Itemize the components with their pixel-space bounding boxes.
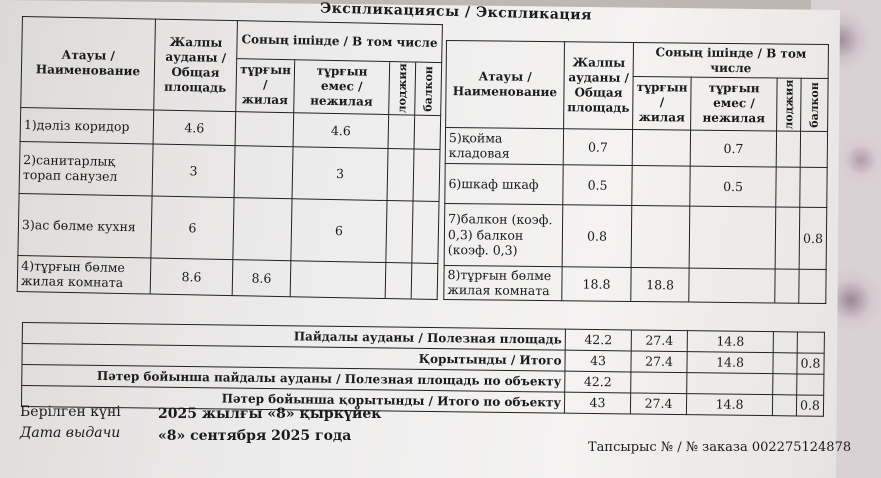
room-balcony xyxy=(800,167,827,207)
totals-nonliving: 14.8 xyxy=(687,331,773,353)
room-balcony xyxy=(413,149,440,201)
totals-table xyxy=(21,322,825,417)
header-living: тұрғын / жилая xyxy=(633,76,692,129)
explication-table-right xyxy=(443,40,829,304)
room-total: 0.5 xyxy=(563,165,633,206)
room-nonliving: 4.6 xyxy=(293,113,389,149)
room-loggia xyxy=(387,148,414,200)
totals-loggia xyxy=(773,332,797,353)
room-nonliving xyxy=(689,206,776,269)
header-nonliving: тұрғын емес / нежилая xyxy=(294,60,390,115)
totals-nonliving: 14.8 xyxy=(686,394,772,416)
table-row xyxy=(17,255,438,299)
room-nonliving: 6 xyxy=(291,199,387,263)
header-name: Атауы / Наименование xyxy=(21,17,156,110)
header-total-area: Жалпы ауданы / Общая площадь xyxy=(154,19,238,111)
totals-label: Қорытынды / Итого xyxy=(22,344,565,372)
room-living xyxy=(235,111,294,146)
header-including: Соның ішінде / В том числе xyxy=(237,21,443,63)
issued-date-kz-label: Берілген күні xyxy=(20,404,121,420)
room-loggia xyxy=(775,269,799,303)
totals-balcony xyxy=(797,332,824,353)
room-loggia xyxy=(776,167,800,207)
header-living: тұрғын / жилая xyxy=(236,59,295,113)
room-balcony xyxy=(414,115,441,149)
document-title: Экспликациясы / Экспликация xyxy=(319,0,593,24)
totals-loggia xyxy=(773,374,797,395)
explication-table-left xyxy=(17,16,443,300)
totals-balcony xyxy=(797,374,824,395)
totals-balcony: 0.8 xyxy=(796,395,823,416)
totals-label: Пәтер бойынша қорытынды / Итого по объекту xyxy=(21,386,564,414)
header-balcony: балкон xyxy=(801,78,828,131)
room-total: 18.8 xyxy=(562,267,632,302)
room-balcony xyxy=(412,201,439,263)
room-living xyxy=(632,129,690,166)
totals-balcony: 0.8 xyxy=(797,353,824,374)
issued-date-kz-value: 2025 жылғы «8» қыркүйек xyxy=(158,406,382,422)
room-loggia xyxy=(776,131,800,167)
table-row xyxy=(445,127,827,167)
room-total: 0.7 xyxy=(563,129,633,166)
room-name: 8)тұрғын бөлме жилая комната xyxy=(444,265,562,300)
header-loggia: лоджия xyxy=(389,62,416,115)
totals-total: 42.2 xyxy=(565,371,631,393)
issued-date-ru-label: Дата выдачи xyxy=(20,425,121,441)
room-nonliving: 3 xyxy=(292,147,388,201)
totals-total: 43 xyxy=(565,350,631,372)
room-living xyxy=(234,145,293,198)
room-name: 3)ас бөлме кухня xyxy=(18,193,152,258)
room-total: 8.6 xyxy=(150,258,233,296)
room-living xyxy=(233,197,292,260)
header-loggia: лоджия xyxy=(777,78,802,131)
header-total-area: Жалпы ауданы / Общая площадь xyxy=(564,42,634,130)
room-total: 3 xyxy=(152,144,235,198)
room-balcony xyxy=(411,263,438,299)
room-nonliving xyxy=(689,268,775,303)
room-loggia xyxy=(775,207,800,269)
room-name: 6)шкаф шкаф xyxy=(445,163,563,204)
room-nonliving: 0.5 xyxy=(690,166,776,207)
room-name: 4)тұрғын бөлме жилая комната xyxy=(17,255,151,294)
room-balcony xyxy=(800,131,827,167)
room-living xyxy=(631,205,690,268)
order-number: Тапсырыс № / № заказа 002275124878 xyxy=(588,440,852,455)
totals-nonliving xyxy=(687,373,773,395)
totals-living: 27.4 xyxy=(631,351,687,373)
table-row xyxy=(19,141,440,201)
totals-total: 43 xyxy=(564,392,630,414)
table-row xyxy=(444,265,826,303)
room-loggia xyxy=(386,200,413,262)
header-balcony: балкон xyxy=(415,62,442,115)
table-row xyxy=(444,203,827,269)
totals-nonliving: 14.8 xyxy=(687,352,773,374)
issued-date-ru-value: «8» сентября 2025 года xyxy=(158,428,352,444)
room-living: 8.6 xyxy=(232,259,291,296)
room-total: 4.6 xyxy=(153,110,236,146)
header-including: Соның ішінде / В том числе xyxy=(633,42,828,78)
room-total: 0.8 xyxy=(562,205,632,268)
room-nonliving xyxy=(290,261,386,299)
room-living: 18.8 xyxy=(631,267,689,302)
room-name: 5)қойма кладовая xyxy=(445,127,563,164)
table-row xyxy=(445,163,827,207)
room-nonliving: 0.7 xyxy=(690,130,776,167)
room-total: 6 xyxy=(151,196,234,260)
room-balcony: 0.8 xyxy=(799,207,827,269)
room-loggia xyxy=(388,114,415,148)
totals-label: Пәтер бойынша пайдалы ауданы / Полезная площадь по объекту xyxy=(22,365,565,393)
room-name: 1)дәліз коридор xyxy=(20,107,154,144)
room-living xyxy=(632,165,690,206)
totals-living: 27.4 xyxy=(631,330,687,352)
totals-loggia xyxy=(772,395,796,416)
totals-loggia xyxy=(773,353,797,374)
room-name: 7)балкон (коэф. 0,3) балкон (коэф. 0,3) xyxy=(444,203,563,266)
totals-total: 42.2 xyxy=(565,329,631,351)
room-balcony xyxy=(799,269,826,304)
totals-label: Пайдалы ауданы / Полезная площадь xyxy=(22,323,565,351)
room-loggia xyxy=(385,262,412,298)
table-row xyxy=(18,193,439,263)
header-nonliving: тұрғын емес / нежилая xyxy=(691,77,778,131)
room-name: 2)санитарлық торап санузел xyxy=(19,141,153,196)
header-name: Атауы / Наименование xyxy=(446,41,565,129)
totals-living xyxy=(631,372,687,394)
totals-living: 27.4 xyxy=(630,393,686,415)
